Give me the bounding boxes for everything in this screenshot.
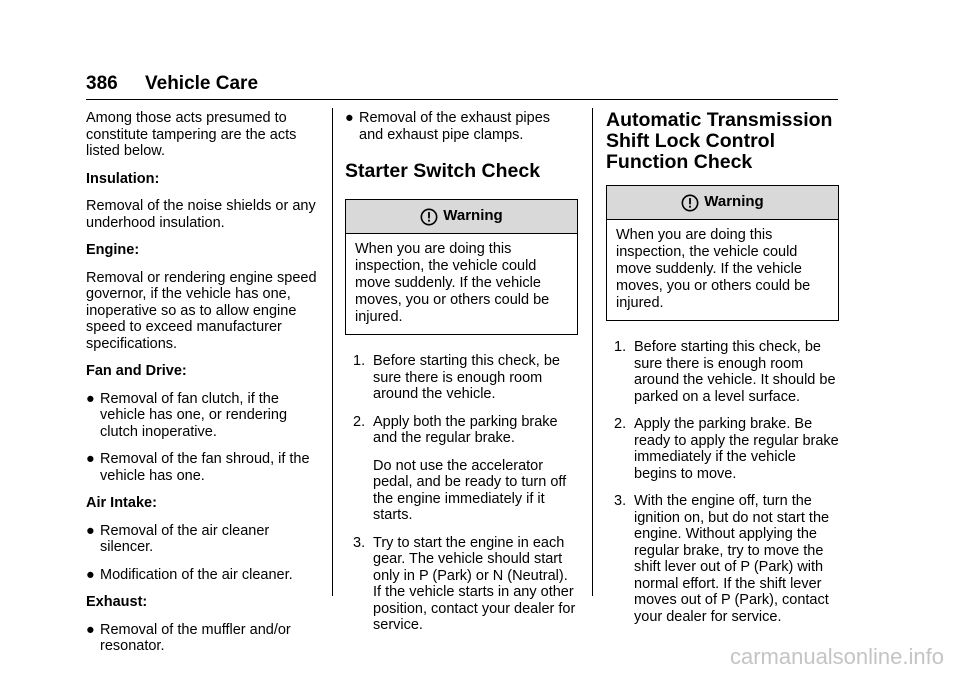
- list-item: 3. Try to start the engine in each gear. The vehicle should start only in P (Park) or N (Neutral). If the vehicle starts in any other position, contact your dealer for service.: [353, 534, 576, 633]
- warning-header: [346, 200, 577, 234]
- engine-heading: Engine:: [86, 242, 140, 258]
- engine-text: Removal or rendering engine speed governor, if the vehicle has one, inoperative so as to allow engine speed to exceed manufacturer specifications.: [86, 269, 317, 352]
- bullet-icon: ●: [86, 566, 95, 583]
- bullet-icon: ●: [345, 110, 354, 126]
- warning-label: Warning: [443, 207, 503, 225]
- list-item: 2. Apply the parking brake. Be ready to apply the regular brake immediately if the vehicle begins to move.: [614, 416, 839, 482]
- column-2: [345, 110, 578, 645]
- list-item: 1. Before starting this check, be sure there is enough room around the vehicle.: [353, 353, 560, 402]
- header-rule: [86, 99, 838, 100]
- list-item: ● Modification of the air cleaner.: [86, 566, 293, 583]
- warning-text: When you are doing this inspection, the vehicle could move suddenly. If the vehicle moves, you or others could be injured.: [616, 227, 811, 311]
- warning-box: [345, 199, 578, 335]
- column-divider-2: [592, 108, 593, 596]
- list-item: ● Removal of fan clutch, if the vehicle has one, or rendering clutch inoperative.: [86, 390, 288, 440]
- list-item: ● Removal of the exhaust pipes and exhaust pipe clamps.: [345, 110, 551, 143]
- bullet-icon: ●: [86, 621, 95, 638]
- step-note: Do not use the accelerator pedal, and be ready to turn off the engine immediately if it starts.: [373, 457, 567, 523]
- insulation-heading: Insulation:: [86, 170, 160, 187]
- warning-box: [606, 185, 839, 321]
- column-1: [86, 110, 322, 666]
- page-header: [86, 70, 838, 100]
- watermark: carmanualsonline.info: [729, 644, 944, 669]
- air-intake-heading: Air Intake:: [86, 495, 157, 511]
- shift-lock-heading: Automatic Transmission Shift Lock Control Function Check: [606, 109, 833, 173]
- starter-switch-heading: Starter Switch Check: [345, 160, 541, 182]
- warning-icon: [420, 208, 438, 226]
- list-item: 3. With the engine off, turn the ignition on, but do not start the engine. Without applying the regular brake, try to move the shift lever out of P (Park) with normal effort. If the shift lever moves out of P (Park), contact your dealer for service.: [614, 493, 830, 625]
- warning-text: When you are doing this inspection, the vehicle could move suddenly. If the vehicle moves, you or others could be injured.: [355, 241, 550, 325]
- bullet-icon: ●: [86, 522, 95, 539]
- fan-drive-heading: Fan and Drive:: [86, 363, 187, 379]
- bullet-icon: ●: [86, 451, 95, 467]
- list-item: ● Removal of the air cleaner silencer.: [86, 522, 270, 555]
- warning-label: Warning: [704, 193, 764, 211]
- warning-icon: [681, 194, 699, 212]
- column-3: [606, 110, 839, 636]
- list-item: ● Removal of the muffler and/or resonator.: [86, 621, 291, 654]
- section-title: Vehicle Care: [145, 73, 259, 94]
- column-divider-1: [332, 108, 333, 596]
- list-item: 2. Apply both the parking brake and the regular brake.: [353, 413, 558, 446]
- bullet-icon: ●: [86, 390, 95, 407]
- page-number: 386: [86, 73, 118, 94]
- exhaust-heading: Exhaust:: [86, 594, 148, 610]
- warning-header: [607, 186, 838, 220]
- insulation-text: Removal of the noise shields or any underhood insulation.: [86, 198, 316, 231]
- list-item: 1. Before starting this check, be sure there is enough room around the vehicle. It should be parked on a level surface.: [614, 339, 836, 405]
- intro-paragraph: Among those acts presumed to constitute tampering are the acts listed below.: [86, 110, 297, 159]
- list-item: ● Removal of the fan shroud, if the vehicle has one.: [86, 451, 310, 484]
